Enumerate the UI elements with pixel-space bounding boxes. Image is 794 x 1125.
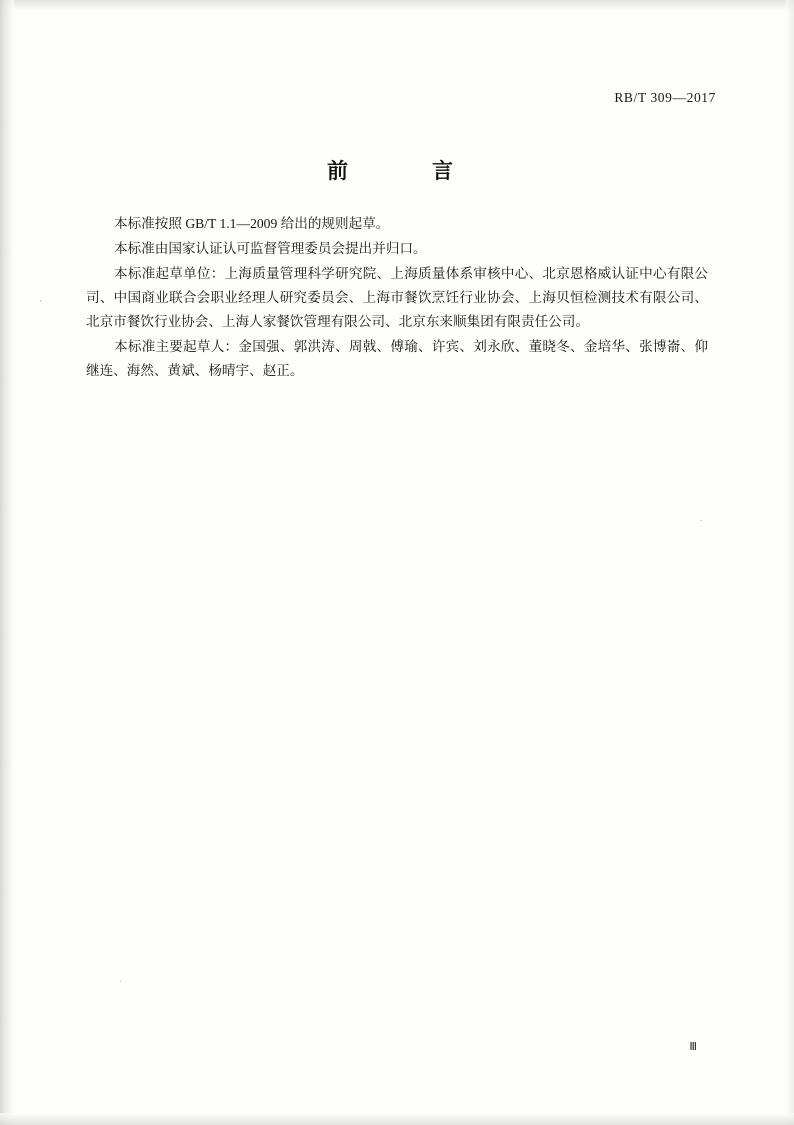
paragraph: 本标准按照 GB/T 1.1—2009 给出的规则起草。 xyxy=(114,216,390,231)
paper-speck xyxy=(120,980,121,982)
scan-edge-bottom xyxy=(0,1113,794,1125)
foreword-body xyxy=(86,212,708,384)
paragraph: 本标准由国家认证认可监督管理委员会提出并归口。 xyxy=(114,241,427,256)
paragraph: 本标准主要起草人：金国强、郭洪涛、周戟、傅瑜、许宾、刘永欣、董晓冬、金培华、张博嵛、仰继连、海然、黄斌、杨晴宇、赵正。 xyxy=(86,339,708,378)
page-title: 前 言 xyxy=(327,159,467,183)
paper-speck xyxy=(700,520,702,521)
paragraph: 本标准起草单位：上海质量管理科学研究院、上海质量体系审核中心、北京恩格威认证中心有限公司、中国商业联合会职业经理人研究委员会、上海市餐饮烹饪行业协会、上海贝恒检测技术有限公司、北京市餐饮行业协会、上海人家餐饮管理有限公司、北京东来顺集团有限责任公司。 xyxy=(86,266,708,329)
paper-speck xyxy=(40,300,42,302)
standard-code-header: RB/T 309—2017 xyxy=(614,90,716,105)
page-number: Ⅲ xyxy=(689,1041,698,1053)
scan-edge-top xyxy=(0,0,794,10)
